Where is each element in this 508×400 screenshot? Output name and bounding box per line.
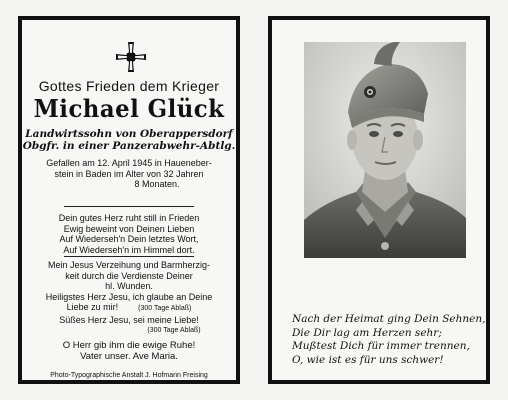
prayer-line: O Herr gib ihm die ewige Ruhe! xyxy=(62,340,196,351)
soldier-portrait-photo xyxy=(304,42,466,258)
prayer-line: Heiligstes Herz Jesu, ich glaube an Deine xyxy=(45,291,213,302)
indulgence-note: (300 Tage Ablaß) xyxy=(147,326,201,334)
verse-line: Ewig beweint von Deinen Lieben xyxy=(63,223,195,234)
verse-line: Mußtest Dich für immer trennen, xyxy=(292,340,470,352)
death-details xyxy=(22,158,236,190)
sacred-heart-prayer xyxy=(22,315,236,336)
verse-line: O, wie ist es für uns schwer! xyxy=(292,353,444,366)
prayer-line xyxy=(22,302,236,315)
prayer-block xyxy=(22,260,236,315)
deceased-name: Michael Glück xyxy=(33,94,225,123)
occupation-line: Landwirtssohn von Oberappersdorf xyxy=(25,128,233,140)
occupation-line: Obgfr. in einer Panzerabwehr-Abtlg. xyxy=(22,140,236,152)
death-details-line: 8 Monaten. xyxy=(134,179,180,189)
heading: Gottes Frieden dem Krieger xyxy=(38,78,220,94)
verse-line: Auf Wiederseh'n Dein letztes Wort, xyxy=(59,234,199,244)
verse-line: Nach der Heimat ging Dein Sehnen, xyxy=(292,313,486,325)
prayer-line: Süßes Herz Jesu, sei meine Liebe! xyxy=(59,315,199,325)
verse-line: Dein gutes Herz ruht still in Frieden xyxy=(58,213,200,223)
indulgence-note: (300 Tage Ablaß) xyxy=(138,305,192,312)
iron-cross-icon xyxy=(116,42,146,72)
verse-line: Die Dir lag am Herzen sehr; xyxy=(292,326,442,339)
verse-line: Auf Wiederseh'n im Himmel dort. xyxy=(63,244,195,255)
prayer-line: Vater unser. Ave Maria. xyxy=(80,351,178,362)
closing-prayer xyxy=(22,340,236,362)
prayer-line-text: Liebe zu mir! xyxy=(66,302,119,312)
prayer-line: hl. Wunden. xyxy=(105,281,153,291)
divider xyxy=(64,256,194,257)
divider xyxy=(64,206,194,207)
occupation xyxy=(22,128,236,152)
death-details-line: Gefallen am 12. April 1945 in Haueneber- xyxy=(46,158,212,168)
prayer-line: Mein Jesus Verzeihung und Barmherzig- xyxy=(47,260,211,270)
photo-panel xyxy=(268,16,490,384)
farewell-verse xyxy=(22,213,236,255)
text-panel xyxy=(18,16,240,384)
printer-credit: Photo-Typographische Anstalt J. Hofmann Freising xyxy=(50,372,208,379)
death-details-line: stein in Baden im Alter von 32 Jahren xyxy=(54,168,204,179)
homeland-verse xyxy=(292,313,486,367)
prayer-line: keit durch die Verdienste Deiner xyxy=(65,270,193,281)
